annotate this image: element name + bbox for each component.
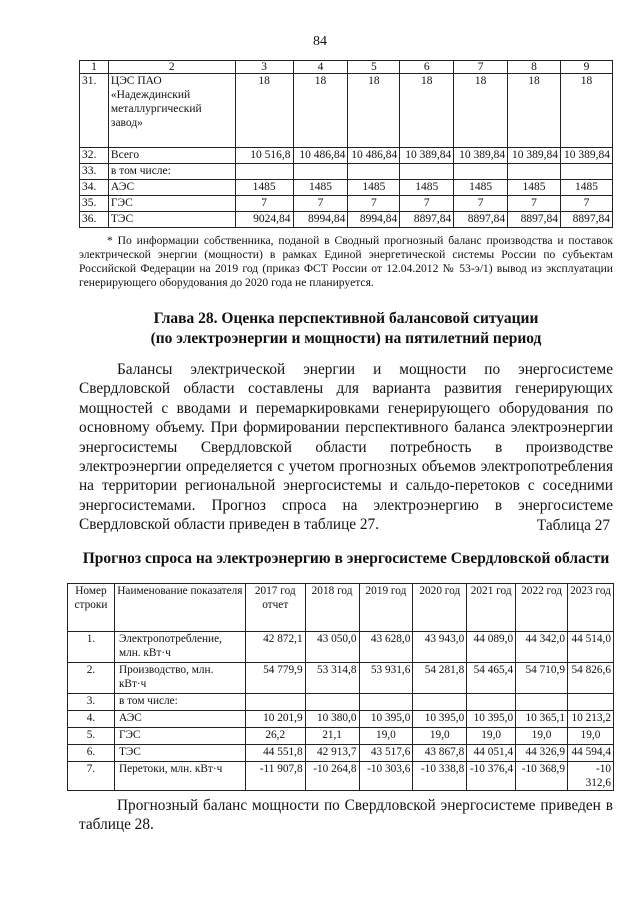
column-header: 5 — [348, 61, 400, 74]
table-cell: 43 628,0 — [359, 632, 413, 663]
table-cell — [454, 164, 508, 180]
table-cell: 8897,84 — [400, 212, 454, 228]
table-cell: -10 368,9 — [516, 762, 568, 791]
table-cell: 53 314,8 — [305, 663, 359, 694]
table-cell: 44 051,4 — [467, 745, 516, 762]
table-row — [68, 694, 614, 711]
table-title: Прогноз спроса на электроэнергию в энергосистеме Свердловской области — [82, 550, 610, 567]
column-header: 2017 год отчет — [245, 584, 305, 632]
column-header: 2 — [108, 61, 235, 74]
table-cell: 43 867,8 — [413, 745, 467, 762]
column-header: 2023 год — [568, 584, 614, 632]
row-number: 4. — [68, 711, 115, 728]
table-row — [80, 180, 613, 196]
table-cell: 44 342,0 — [516, 632, 568, 663]
row-number: 31. — [80, 74, 109, 148]
table-cell: 7 — [400, 196, 454, 212]
row-number: 2. — [68, 663, 115, 694]
row-number: 5. — [68, 728, 115, 745]
table-cell — [400, 164, 454, 180]
table-cell: -10 338,8 — [413, 762, 467, 791]
table-cell: 10 365,1 — [516, 711, 568, 728]
table-cell: 1485 — [235, 180, 293, 196]
table-cell: 10 389,84 — [560, 148, 612, 164]
table-cell: 1485 — [508, 180, 561, 196]
table-cell: 1485 — [560, 180, 612, 196]
row-number: 35. — [80, 196, 109, 212]
row-name: в том числе: — [114, 694, 245, 711]
table-cell: -10 312,6 — [568, 762, 614, 791]
table-cell: 44 594,4 — [568, 745, 614, 762]
table-label: Таблица 27 — [536, 517, 610, 534]
table-cell: 54 281,8 — [413, 663, 467, 694]
chapter-title — [79, 309, 613, 349]
table-row — [68, 632, 614, 663]
chapter-title-line: Глава 28. Оценка перспективной балансовой ситуации — [153, 310, 539, 327]
table-cell: 18 — [293, 74, 348, 148]
chapter-title-line: (по электроэнергии и мощности) на пятилетний период — [150, 330, 542, 347]
column-header: 2019 год — [359, 584, 413, 632]
table-cell — [245, 694, 305, 711]
row-name: Электропотребление, млн. кВт·ч — [114, 632, 245, 663]
column-header: 6 — [400, 61, 454, 74]
row-name: Производство, млн. кВт·ч — [114, 663, 245, 694]
table-cell: -10 264,8 — [305, 762, 359, 791]
table-cell: 10 486,84 — [293, 148, 348, 164]
table-cell: 44 551,8 — [245, 745, 305, 762]
row-number: 34. — [80, 180, 109, 196]
table-cell: 53 931,6 — [359, 663, 413, 694]
table-cell: 18 — [348, 74, 400, 148]
table-cell: 9024,84 — [235, 212, 293, 228]
row-name: ЦЭС ПАО «Надеждинский металлургический завод» — [108, 74, 235, 148]
table-cell: 44 089,0 — [467, 632, 516, 663]
table-cell: 54 465,4 — [467, 663, 516, 694]
table-cell — [568, 694, 614, 711]
table-cell — [508, 164, 561, 180]
column-header: 3 — [235, 61, 293, 74]
body-paragraph: Балансы электрической энергии и мощности по энергосистеме Свердловской области составлены для варианта развития генерирующих мощностей с вводами и перемаркировками генерирующего оборудования по основному объему. При формировании перспективного баланса электроэнергии энергосистемы Свердловской области потребность в производстве электроэнергии определяется с учетом прогнозных объемов электропотребления на территории региональной энергосистемы и сальдо-перетоков с соседними энергосистемами. Прогноз спроса на электроэнергию в энергосистеме Свердловской области приведен в таблице 27. — [79, 361, 613, 534]
table-cell: 7 — [293, 196, 348, 212]
column-header: 4 — [293, 61, 348, 74]
column-header: 8 — [508, 61, 561, 74]
generation-capacity-table — [79, 60, 613, 228]
table-row — [80, 212, 613, 228]
table-row — [80, 148, 613, 164]
table-cell: 10 486,84 — [348, 148, 400, 164]
table-cell: -11 907,8 — [245, 762, 305, 791]
table-cell: 43 943,0 — [413, 632, 467, 663]
table-cell: 18 — [560, 74, 612, 148]
row-name: ГЭС — [108, 196, 235, 212]
table-cell: 10 380,0 — [305, 711, 359, 728]
table-cell: 10 395,0 — [467, 711, 516, 728]
footnote: * По информации собственника, поданой в Сводный прогнозный баланс производства и поставок электрической энергии (мощности) в рамках Единой энергетической системы России по субъектам Российской Федерации на 2019 год (приказ ФСТ России от 12.04.2012 № 53-э/1) вывод из эксплуатации генерирующего оборудования до 2020 года не планируется. — [79, 234, 613, 289]
table-cell — [413, 694, 467, 711]
table-cell: 7 — [454, 196, 508, 212]
row-name: Перетоки, млн. кВт·ч — [114, 762, 245, 791]
table-row — [80, 196, 613, 212]
table-cell: -10 376,4 — [467, 762, 516, 791]
column-header: 2022 год — [516, 584, 568, 632]
column-header: 2021 год — [467, 584, 516, 632]
table-cell: 54 710,9 — [516, 663, 568, 694]
table-cell: 44 326,9 — [516, 745, 568, 762]
column-header: Наименование показателя — [114, 584, 245, 632]
table-cell: -10 303,6 — [359, 762, 413, 791]
row-number: 7. — [68, 762, 115, 791]
table-cell: 1485 — [293, 180, 348, 196]
row-name: АЭС — [114, 711, 245, 728]
table-cell: 8897,84 — [560, 212, 612, 228]
column-header: 7 — [454, 61, 508, 74]
table-cell: 18 — [454, 74, 508, 148]
table-header-row — [80, 61, 613, 74]
table-header-row — [68, 584, 614, 632]
table-cell: 19,0 — [467, 728, 516, 745]
column-header: Номер строки — [68, 584, 115, 632]
table-cell: 18 — [508, 74, 561, 148]
table-row — [80, 164, 613, 180]
table-cell: 10 516,8 — [235, 148, 293, 164]
table-cell: 10 389,84 — [508, 148, 561, 164]
table-cell: 19,0 — [568, 728, 614, 745]
table-cell: 8897,84 — [508, 212, 561, 228]
table-cell: 10 395,0 — [359, 711, 413, 728]
page-number: 84 — [313, 34, 327, 49]
table-cell: 18 — [235, 74, 293, 148]
table-cell: 10 389,84 — [400, 148, 454, 164]
table-cell: 1485 — [400, 180, 454, 196]
row-name: ТЭС — [114, 745, 245, 762]
row-name: АЭС — [108, 180, 235, 196]
table-cell: 1485 — [454, 180, 508, 196]
table-cell — [293, 164, 348, 180]
table-cell: 26,2 — [245, 728, 305, 745]
table-cell — [305, 694, 359, 711]
row-number: 1. — [68, 632, 115, 663]
table-cell: 10 389,84 — [454, 148, 508, 164]
table-cell: 42 872,1 — [245, 632, 305, 663]
table-cell: 19,0 — [359, 728, 413, 745]
row-number: 32. — [80, 148, 109, 164]
table-cell: 7 — [560, 196, 612, 212]
table-cell: 54 779,9 — [245, 663, 305, 694]
closing-paragraph: Прогнозный баланс мощности по Свердловской энергосистеме приведен в таблице 28. — [79, 797, 613, 834]
table-cell: 7 — [508, 196, 561, 212]
table-cell — [516, 694, 568, 711]
table-row — [68, 711, 614, 728]
table-cell: 19,0 — [516, 728, 568, 745]
column-header: 2018 год — [305, 584, 359, 632]
table-cell: 21,1 — [305, 728, 359, 745]
row-number: 33. — [80, 164, 109, 180]
table-row — [68, 663, 614, 694]
table-cell: 8994,84 — [348, 212, 400, 228]
row-number: 3. — [68, 694, 115, 711]
table-cell: 19,0 — [413, 728, 467, 745]
table-row — [68, 745, 614, 762]
demand-forecast-table — [67, 583, 614, 791]
table-cell — [235, 164, 293, 180]
table-row — [80, 74, 613, 148]
table-cell — [467, 694, 516, 711]
table-cell: 10 201,9 — [245, 711, 305, 728]
column-header: 9 — [560, 61, 612, 74]
column-header: 1 — [80, 61, 109, 74]
table-cell: 44 514,0 — [568, 632, 614, 663]
table-cell — [359, 694, 413, 711]
table-cell — [348, 164, 400, 180]
table-cell: 7 — [348, 196, 400, 212]
row-number: 36. — [80, 212, 109, 228]
row-name: ТЭС — [108, 212, 235, 228]
table-cell: 42 913,7 — [305, 745, 359, 762]
column-header: 2020 год — [413, 584, 467, 632]
table-row — [68, 728, 614, 745]
row-name: в том числе: — [108, 164, 235, 180]
table-cell: 43 050,0 — [305, 632, 359, 663]
row-number: 6. — [68, 745, 115, 762]
table-cell: 18 — [400, 74, 454, 148]
table-cell: 8994,84 — [293, 212, 348, 228]
table-cell: 54 826,6 — [568, 663, 614, 694]
table-cell: 10 213,2 — [568, 711, 614, 728]
table-cell: 10 395,0 — [413, 711, 467, 728]
table-cell: 8897,84 — [454, 212, 508, 228]
table-cell — [560, 164, 612, 180]
row-name: Всего — [108, 148, 235, 164]
table-cell: 43 517,6 — [359, 745, 413, 762]
table-cell: 7 — [235, 196, 293, 212]
row-name: ГЭС — [114, 728, 245, 745]
table-row — [68, 762, 614, 791]
table-cell: 1485 — [348, 180, 400, 196]
